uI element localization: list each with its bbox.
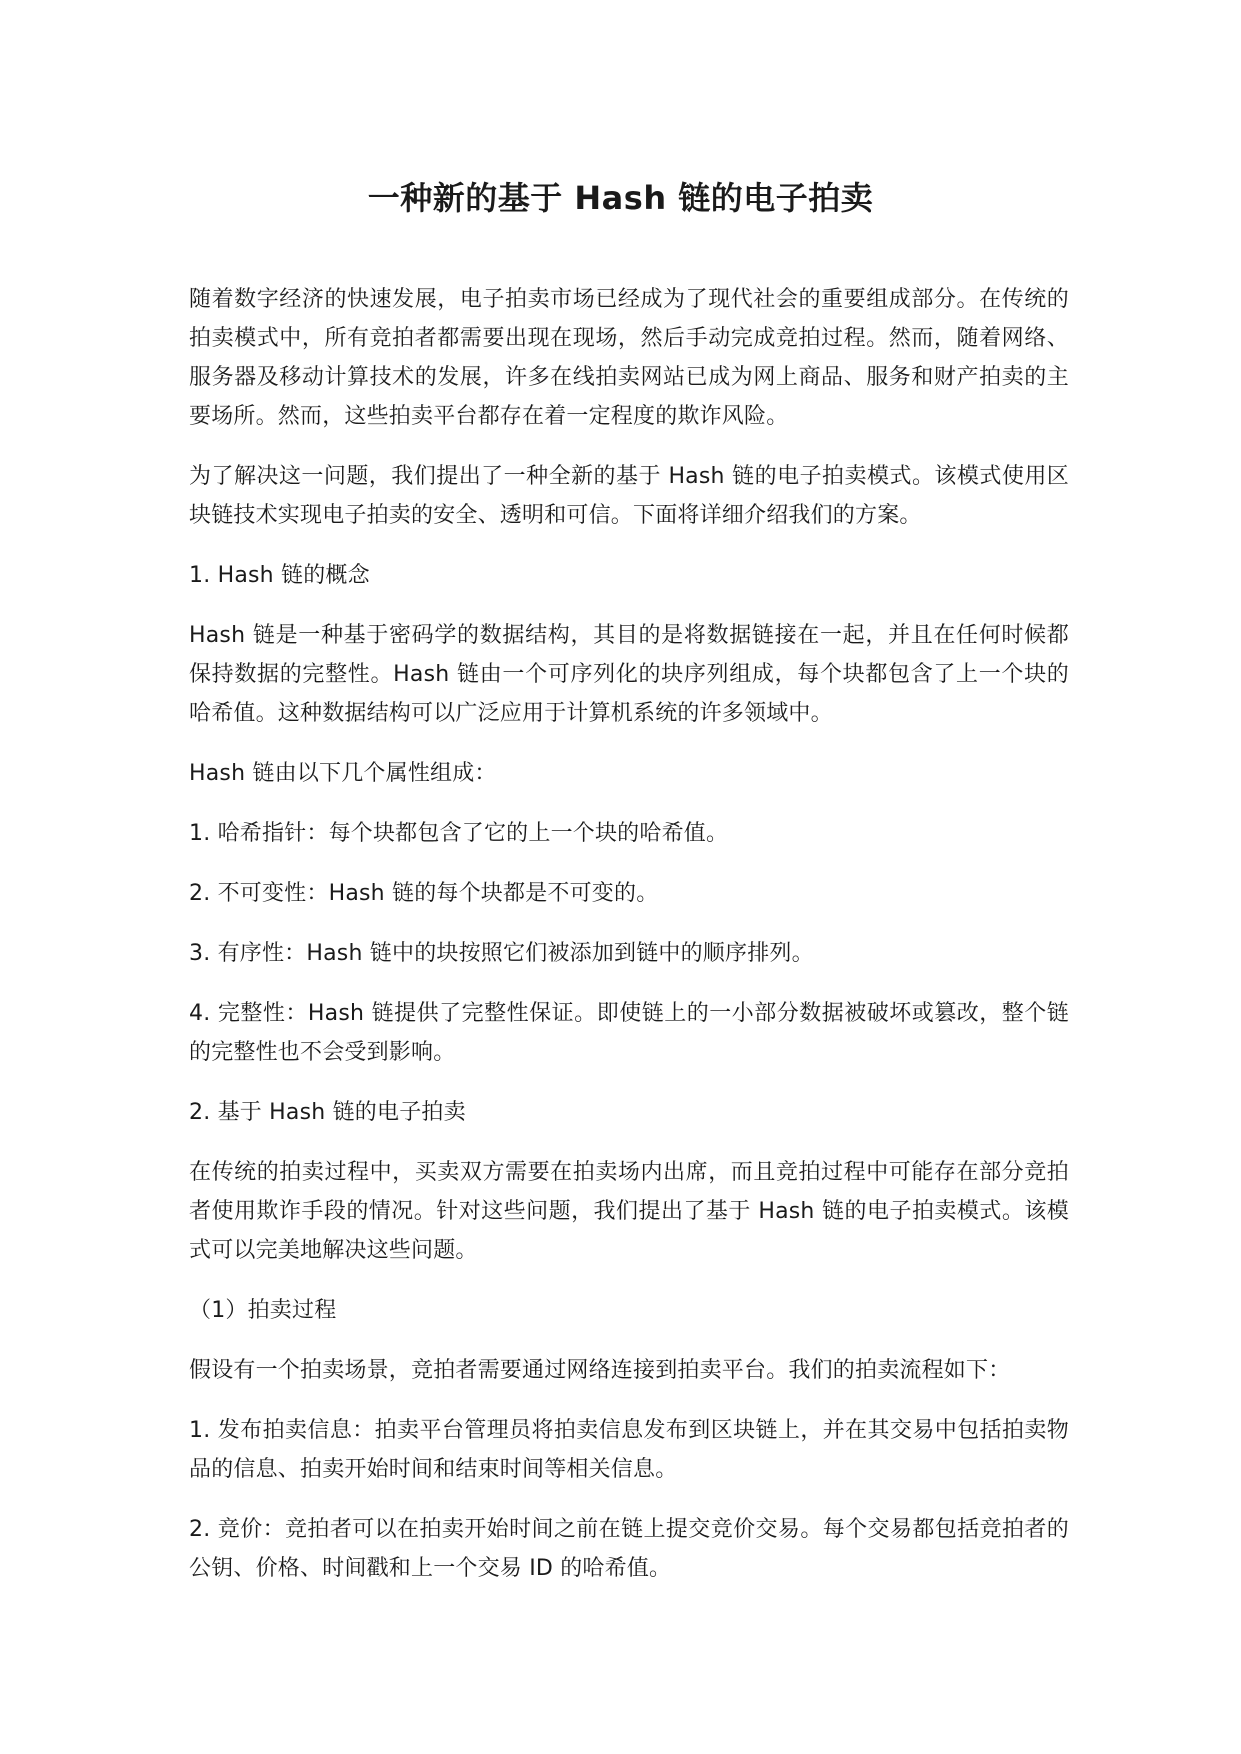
paragraph-auction-scenario: 假设有一个拍卖场景，竞拍者需要通过网络连接到拍卖平台。我们的拍卖流程如下：	[189, 1358, 1011, 1383]
paragraph-auction-problem: 在传统的拍卖过程中，买卖双方需要在拍卖场内出席，而且竞拍过程中可能存在部分竞拍者使用欺诈手段的情况。针对这些问题，我们提出了基于 Hash 链的电子拍卖模式。该模式可以完美地解决这些问题。	[189, 1160, 1069, 1263]
list-item-bidding: 2. 竞价：竞拍者可以在拍卖开始时间之前在链上提交竞价交易。每个交易都包括竞拍者的公钥、价格、时间戳和上一个交易 ID 的哈希值。	[189, 1517, 1069, 1581]
section-heading-hash-chain-concept: 1. Hash 链的概念	[189, 563, 370, 588]
section-heading-hash-chain-auction: 2. 基于 Hash 链的电子拍卖	[189, 1100, 466, 1125]
paragraph-properties-intro: Hash 链由以下几个属性组成：	[189, 761, 497, 786]
list-item-ordering: 3. 有序性：Hash 链中的块按照它们被添加到链中的顺序排列。	[189, 941, 814, 966]
list-item-integrity: 4. 完整性：Hash 链提供了完整性保证。即使链上的一小部分数据被破坏或篡改，整个链的完整性也不会受到影响。	[189, 1001, 1069, 1065]
document-body	[189, 280, 1069, 1609]
subsection-heading-auction-process: （1）拍卖过程	[189, 1298, 337, 1323]
paragraph-intro: 随着数字经济的快速发展，电子拍卖市场已经成为了现代社会的重要组成部分。在传统的拍卖模式中，所有竞拍者都需要出现在现场，然后手动完成竞拍过程。然而，随着网络、服务器及移动计算技术的发展，许多在线拍卖网站已成为网上商品、服务和财产拍卖的主要场所。然而，这些拍卖平台都存在着一定程度的欺诈风险。	[189, 287, 1069, 429]
list-item-hash-pointer: 1. 哈希指针：每个块都包含了它的上一个块的哈希值。	[189, 821, 729, 846]
document-title: 一种新的基于 Hash 链的电子拍卖	[367, 179, 874, 217]
list-item-immutability: 2. 不可变性：Hash 链的每个块都是不可变的。	[189, 881, 659, 906]
paragraph-proposal: 为了解决这一问题，我们提出了一种全新的基于 Hash 链的电子拍卖模式。该模式使用区块链技术实现电子拍卖的安全、透明和可信。下面将详细介绍我们的方案。	[189, 464, 1069, 528]
list-item-publish-auction: 1. 发布拍卖信息：拍卖平台管理员将拍卖信息发布到区块链上，并在其交易中包括拍卖物品的信息、拍卖开始时间和结束时间等相关信息。	[189, 1418, 1069, 1482]
paragraph-hash-chain-definition: Hash 链是一种基于密码学的数据结构，其目的是将数据链接在一起，并且在任何时候都保持数据的完整性。Hash 链由一个可序列化的块序列组成，每个块都包含了上一个块的哈希值。这种数据结构可以广泛应用于计算机系统的许多领域中。	[189, 623, 1069, 726]
